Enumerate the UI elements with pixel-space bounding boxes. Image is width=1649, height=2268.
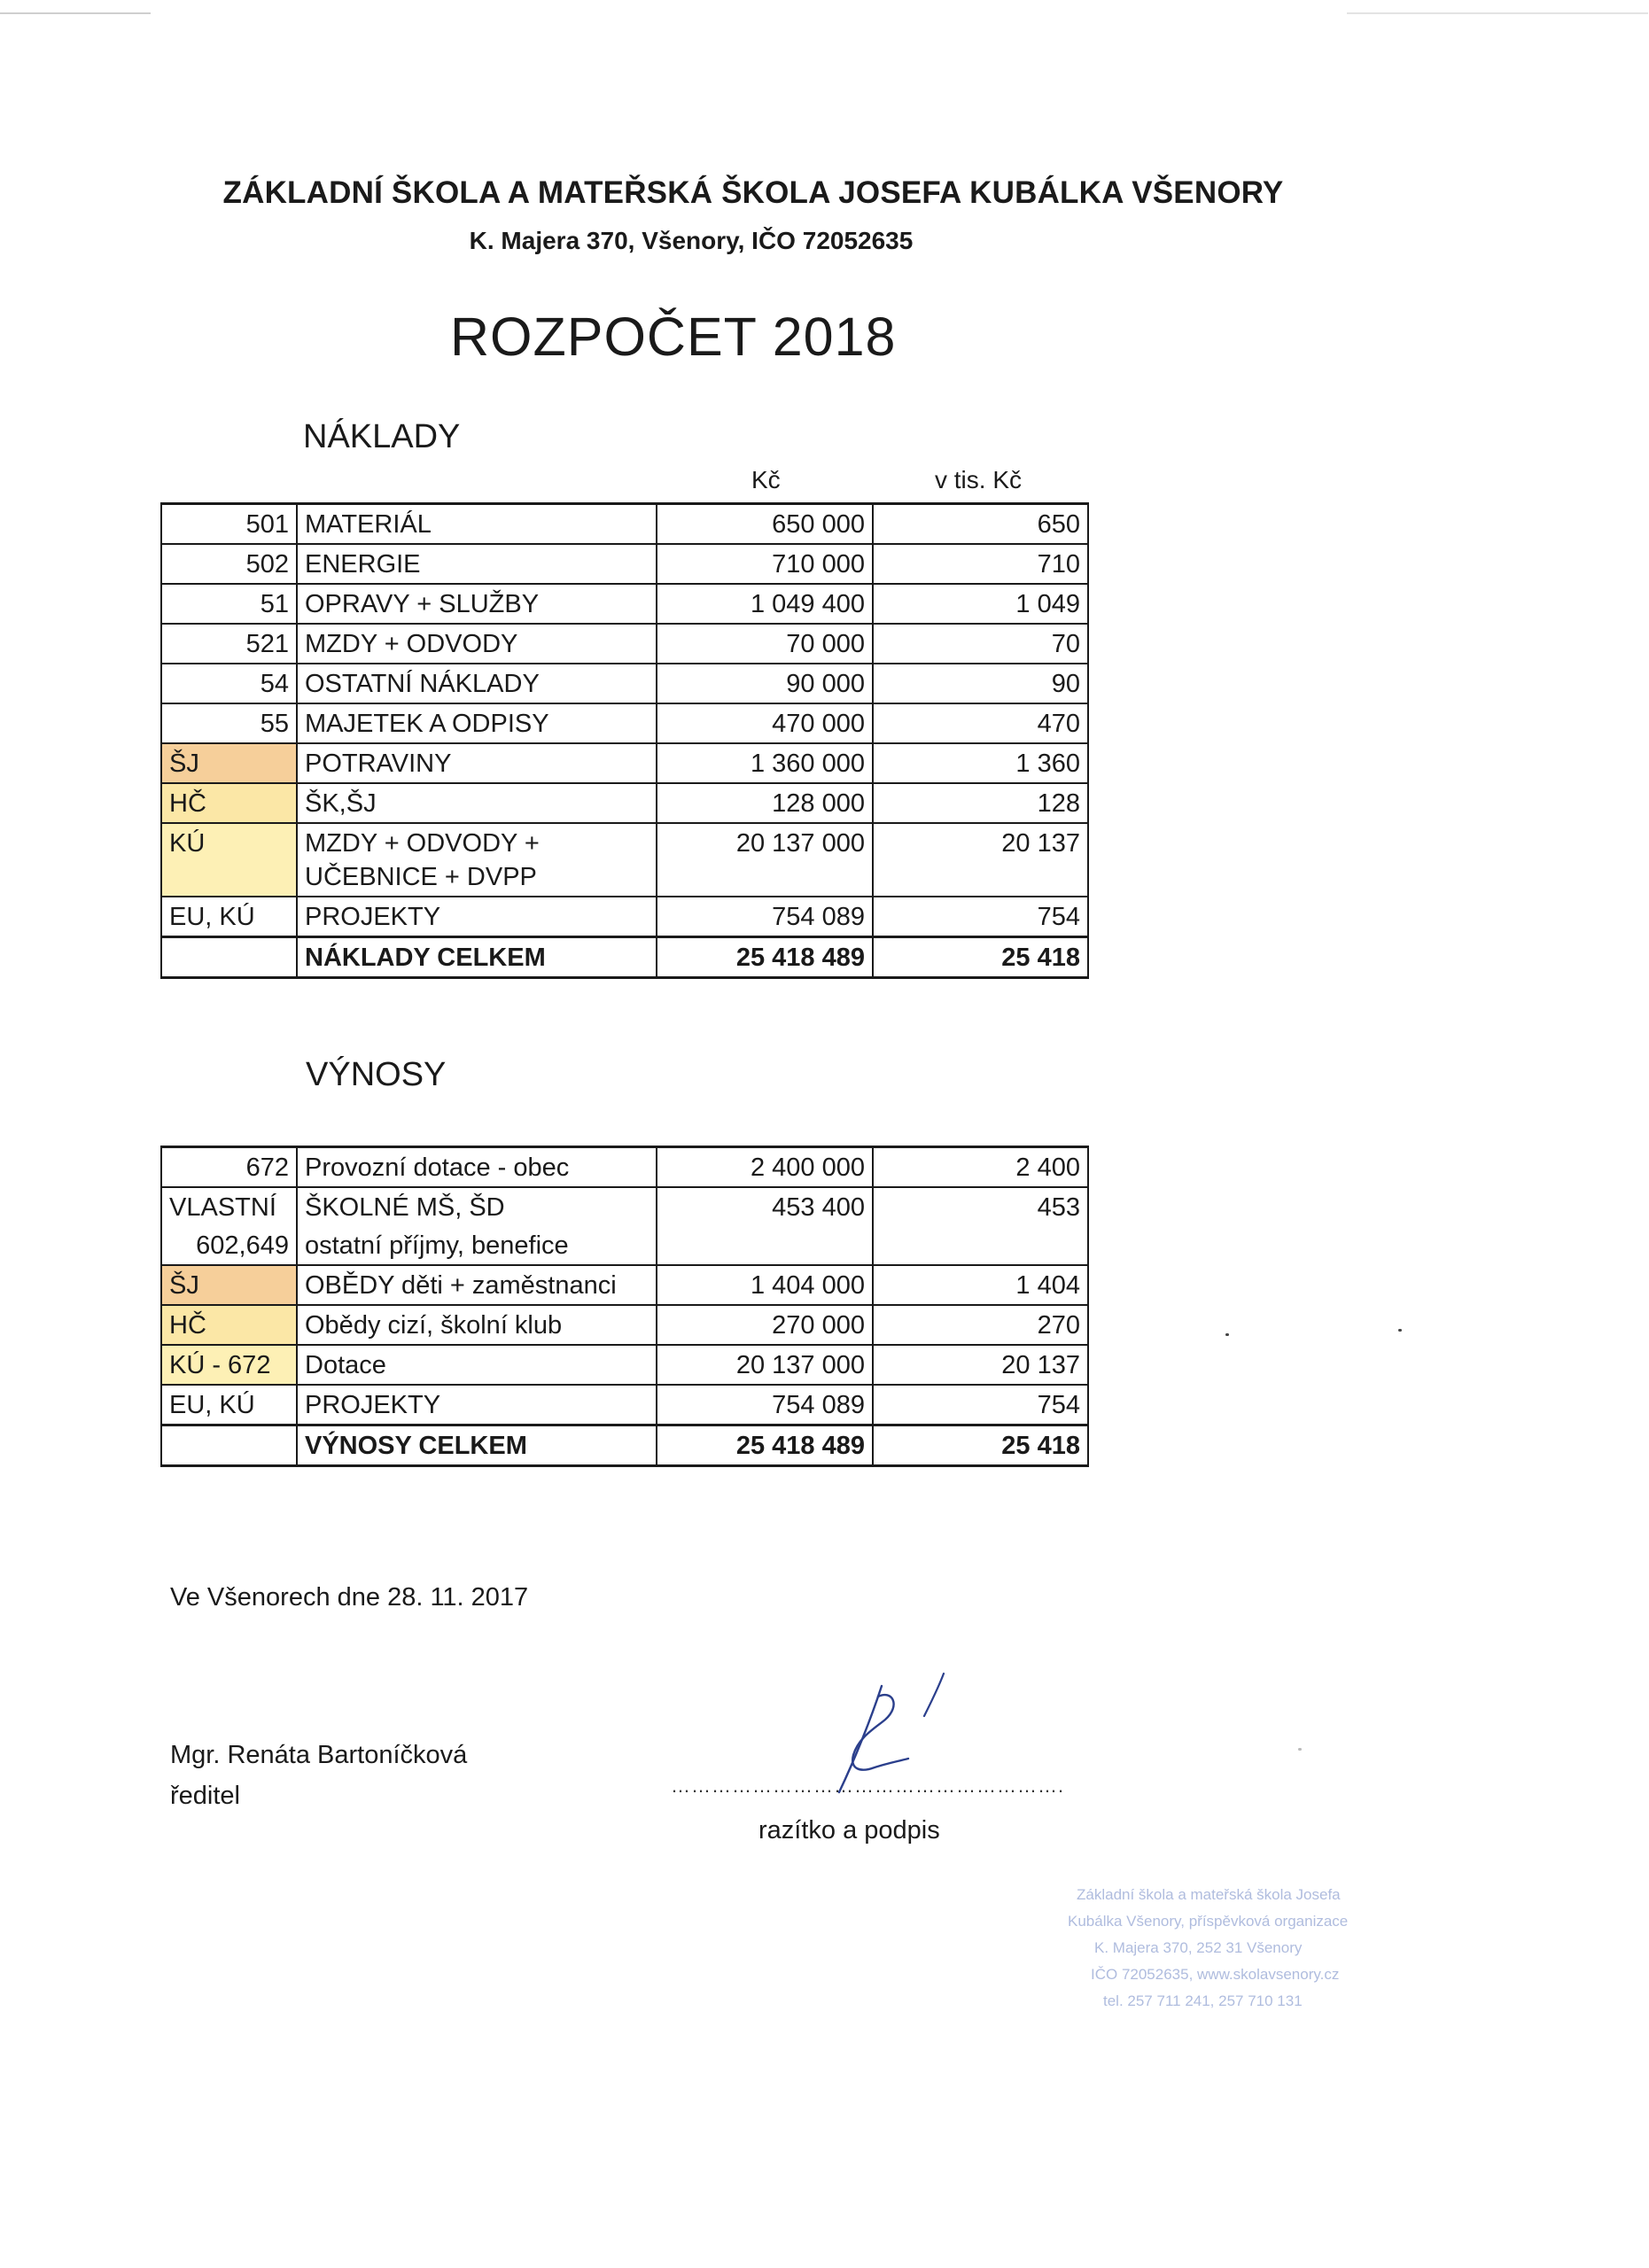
row-label bbox=[298, 1264, 657, 1304]
row-amount-czk: 270 000 bbox=[657, 1304, 874, 1344]
row-amount-czk: 20 137 000 bbox=[657, 822, 874, 896]
row-label bbox=[298, 1344, 657, 1384]
school-name: ZÁKLADNÍ ŠKOLA A MATEŘSKÁ ŠKOLA JOSEFA KUBÁLKA VŠENORY bbox=[222, 175, 1284, 210]
row-code: HČ bbox=[162, 782, 298, 822]
row-label-line: UČEBNICE + DVPP bbox=[305, 863, 537, 891]
stamp-line: Základní škola a mateřská škola Josefa bbox=[1077, 1886, 1341, 1903]
scan-speck bbox=[1398, 1329, 1402, 1332]
row-label-line: ŠKOLNÉ MŠ, ŠD bbox=[305, 1193, 505, 1222]
row-amount-czk: 1 049 400 bbox=[657, 583, 874, 623]
row-label bbox=[298, 663, 657, 703]
row-amount-thousands: 2 400 bbox=[1015, 1153, 1080, 1182]
signature-caption: razítko a podpis bbox=[758, 1816, 940, 1845]
row-label-line: ostatní příjmy, benefice bbox=[305, 1231, 569, 1260]
revenues-table bbox=[160, 1146, 1089, 1467]
row-label-line: PROJEKTY bbox=[305, 1391, 441, 1419]
total-code-blank bbox=[162, 936, 298, 976]
document-title: ROZPOČET 2018 bbox=[450, 307, 897, 367]
scan-speck bbox=[1298, 1748, 1302, 1751]
row-label-line: ŠK,ŠJ bbox=[305, 789, 377, 818]
row-code: 672 bbox=[162, 1148, 298, 1186]
total-amount-thousands: 25 418 bbox=[874, 1424, 1087, 1464]
row-code: 55 bbox=[162, 703, 298, 742]
total-amount-czk: 25 418 489 bbox=[657, 936, 874, 976]
row-code: 502 bbox=[162, 543, 298, 583]
row-amount-czk: 453 400 bbox=[657, 1186, 874, 1226]
row-label-line: POTRAVINY bbox=[305, 750, 452, 778]
scan-edge-mark bbox=[1347, 12, 1648, 14]
row-label bbox=[298, 1148, 657, 1186]
row-amount-czk: 20 137 000 bbox=[657, 1344, 874, 1384]
row-label-line: Obědy cizí, školní klub bbox=[305, 1311, 563, 1340]
row-amount-thousands: 710 bbox=[874, 543, 1087, 583]
scan-speck bbox=[1225, 1333, 1229, 1336]
row-code: 602,649 bbox=[162, 1226, 298, 1264]
row-label-line: MZDY + ODVODY bbox=[305, 630, 518, 658]
row-amount-thousands: 20 137 bbox=[874, 1344, 1087, 1384]
row-label-line: Dotace bbox=[305, 1351, 386, 1379]
row-amount-thousands: 20 137 bbox=[874, 822, 1087, 896]
row-label-line: OPRAVY + SLUŽBY bbox=[305, 590, 540, 618]
revenues-heading: VÝNOSY bbox=[306, 1056, 447, 1093]
row-label bbox=[298, 543, 657, 583]
row-amount-czk: 754 089 bbox=[657, 896, 874, 936]
total-amount-czk: 25 418 489 bbox=[657, 1424, 874, 1464]
row-label-line: OSTATNÍ NÁKLADY bbox=[305, 670, 540, 698]
row-amount-czk: 128 000 bbox=[657, 782, 874, 822]
row-amount-czk: 650 000 bbox=[657, 505, 874, 543]
row-label bbox=[298, 1226, 657, 1264]
row-code: KÚ - 672 bbox=[162, 1344, 298, 1384]
school-stamp bbox=[1059, 1878, 1449, 2038]
row-label-line: MZDY + ODVODY + bbox=[305, 829, 540, 858]
row-amount-czk: 1 404 000 bbox=[657, 1264, 874, 1304]
row-amount-thousands: 128 bbox=[874, 782, 1087, 822]
stamp-line: IČO 72052635, www.skolavsenory.cz bbox=[1091, 1966, 1340, 1983]
row-amount-czk: 754 089 bbox=[657, 1384, 874, 1424]
row-code: 51 bbox=[162, 583, 298, 623]
row-code: ŠJ bbox=[162, 1264, 298, 1304]
place-and-date: Ve Všenorech dne 28. 11. 2017 bbox=[170, 1583, 529, 1612]
row-code: HČ bbox=[162, 1304, 298, 1344]
row-label bbox=[298, 623, 657, 663]
row-label-line: ENERGIE bbox=[305, 550, 421, 579]
row-label-line: Provozní dotace - obec bbox=[305, 1153, 570, 1182]
row-amount-czk: 1 360 000 bbox=[657, 742, 874, 782]
row-code: 501 bbox=[162, 505, 298, 543]
row-label bbox=[298, 742, 657, 782]
stamp-line: K. Majera 370, 252 31 Všenory bbox=[1094, 1939, 1303, 1956]
row-label bbox=[298, 1186, 657, 1226]
row-amount-thousands: 453 bbox=[874, 1186, 1087, 1226]
row-code: VLASTNÍ bbox=[162, 1186, 298, 1226]
row-amount-czk: 90 000 bbox=[657, 663, 874, 703]
row-amount-czk: 70 000 bbox=[657, 623, 874, 663]
row-label bbox=[298, 1304, 657, 1344]
row-amount-thousands: 70 bbox=[874, 623, 1087, 663]
row-amount-thousands bbox=[874, 1226, 1087, 1264]
costs-heading: NÁKLADY bbox=[303, 418, 461, 455]
row-amount-czk: 710 000 bbox=[657, 543, 874, 583]
row-code: 521 bbox=[162, 623, 298, 663]
row-label-line: OBĚDY děti + zaměstnanci bbox=[305, 1271, 617, 1300]
row-amount-thousands: 650 bbox=[1037, 510, 1080, 539]
row-label bbox=[298, 822, 657, 896]
column-caption-czk: Kč bbox=[751, 466, 781, 493]
row-code: KÚ bbox=[162, 822, 298, 896]
row-label bbox=[298, 703, 657, 742]
row-label bbox=[298, 1384, 657, 1424]
row-label-line: MATERIÁL bbox=[305, 510, 432, 539]
row-label-line: MAJETEK A ODPISY bbox=[305, 710, 549, 738]
total-code-blank bbox=[162, 1424, 298, 1464]
row-amount-thousands: 1 360 bbox=[874, 742, 1087, 782]
total-label: VÝNOSY CELKEM bbox=[298, 1424, 657, 1464]
row-label bbox=[298, 583, 657, 623]
row-amount-thousands: 270 bbox=[874, 1304, 1087, 1344]
row-amount-thousands: 90 bbox=[874, 663, 1087, 703]
row-label bbox=[298, 782, 657, 822]
row-code: 54 bbox=[162, 663, 298, 703]
column-caption-thousands: v tis. Kč bbox=[935, 466, 1023, 493]
row-label-line: PROJEKTY bbox=[305, 903, 441, 931]
row-amount-thousands: 754 bbox=[874, 1384, 1087, 1424]
signatory-role: ředitel bbox=[170, 1782, 240, 1810]
signature-line: …………………………………………………. bbox=[671, 1775, 1065, 1797]
total-label: NÁKLADY CELKEM bbox=[298, 936, 657, 976]
row-code: EU, KÚ bbox=[162, 896, 298, 936]
total-amount-thousands: 25 418 bbox=[874, 936, 1087, 976]
signatory-name: Mgr. Renáta Bartoníčková bbox=[170, 1741, 468, 1769]
costs-table bbox=[160, 502, 1089, 979]
row-amount-thousands: 1 404 bbox=[874, 1264, 1087, 1304]
row-code: EU, KÚ bbox=[162, 1384, 298, 1424]
handwritten-signature bbox=[820, 1670, 970, 1803]
row-label bbox=[298, 896, 657, 936]
row-amount-thousands: 1 049 bbox=[874, 583, 1087, 623]
school-address: K. Majera 370, Všenory, IČO 72052635 bbox=[469, 227, 914, 254]
row-label bbox=[298, 505, 657, 543]
row-code: ŠJ bbox=[162, 742, 298, 782]
row-amount-thousands: 754 bbox=[874, 896, 1087, 936]
row-amount-thousands: 470 bbox=[874, 703, 1087, 742]
scan-edge-mark bbox=[0, 12, 151, 14]
row-amount-czk bbox=[657, 1226, 874, 1264]
stamp-line: tel. 257 711 241, 257 710 131 bbox=[1103, 1992, 1303, 2009]
stamp-line: Kubálka Všenory, příspěvková organizace bbox=[1068, 1913, 1349, 1930]
row-amount-czk: 2 400 000 bbox=[657, 1148, 874, 1186]
row-amount-czk: 470 000 bbox=[657, 703, 874, 742]
